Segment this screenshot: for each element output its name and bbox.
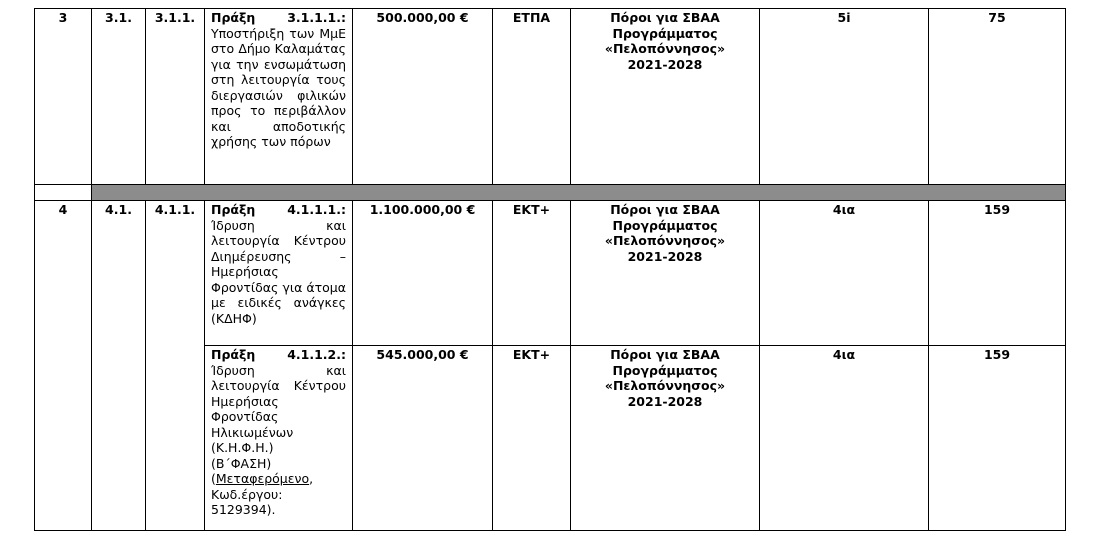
budget-cell: 545.000,00 € bbox=[353, 346, 493, 531]
source-line: Προγράμματος bbox=[612, 217, 718, 233]
action-text: , bbox=[309, 471, 314, 486]
fund-cell: ΕΚΤ+ bbox=[493, 346, 571, 531]
source-line: 2021-2028 bbox=[627, 56, 703, 72]
action-title: Πράξη 3.1.1.1.: bbox=[211, 10, 346, 25]
separator-row bbox=[35, 185, 1066, 201]
action-title: Πράξη 4.1.1.2.: bbox=[211, 347, 346, 362]
action-text: (Β΄ΦΑΣΗ) bbox=[211, 455, 272, 471]
action-text: 5129394). bbox=[211, 502, 276, 517]
source-line: Πόροι για ΣΒΑΑ bbox=[610, 347, 720, 362]
source-line: Πόροι για ΣΒΑΑ bbox=[610, 202, 720, 217]
fund-cell: ΕΚΤ+ bbox=[493, 201, 571, 346]
source-line: Πόροι για ΣΒΑΑ bbox=[610, 10, 720, 25]
code-cell: 5i bbox=[760, 9, 929, 185]
code-cell: 4ια bbox=[760, 201, 929, 346]
value-cell: 159 bbox=[929, 346, 1066, 531]
table-row bbox=[35, 9, 1066, 185]
measure-cell: 4.1.1. bbox=[146, 201, 205, 531]
row-number: 3 bbox=[35, 9, 92, 185]
value-cell: 159 bbox=[929, 201, 1066, 346]
measure-cell: 3.1.1. bbox=[146, 9, 205, 185]
action-text: Ίδρυση και λειτουργία Κέντρου Ημερήσιας Φροντίδας Ηλικιωμένων bbox=[211, 362, 346, 440]
action-text: (Κ.Η.Φ.Η.) bbox=[211, 440, 274, 455]
source-line: 2021-2028 bbox=[627, 248, 703, 264]
action-text: Ίδρυση και λειτουργία Κέντρου Διημέρευσης – Ημερήσιας Φροντίδας για άτομα με ειδικές ανάγκες (ΚΔΗΦ) bbox=[211, 217, 346, 326]
row-number: 4 bbox=[35, 201, 92, 531]
funding-source-cell bbox=[571, 346, 760, 531]
source-line: «Πελοπόννησος» bbox=[604, 41, 726, 56]
budget-cell: 1.100.000,00 € bbox=[353, 201, 493, 346]
source-line: «Πελοπόννησος» bbox=[604, 378, 726, 393]
action-text: Κωδ.έργου: bbox=[211, 486, 283, 502]
action-text: ( bbox=[211, 471, 216, 486]
table-row bbox=[35, 201, 1066, 346]
transferred-link[interactable]: Μεταφερόμενο bbox=[215, 471, 310, 486]
action-text: Υποστήριξη των ΜμΕ στο Δήμο Καλαμάτας για την ενσωμάτωση στη λειτουργία τους διεργασιών φιλικών προς το περιβάλλον και αποδοτικής χρήσης των πόρων bbox=[211, 25, 346, 149]
action-description bbox=[205, 346, 353, 531]
funding-source-cell bbox=[571, 201, 760, 346]
value-cell: 75 bbox=[929, 9, 1066, 185]
source-line: 2021-2028 bbox=[627, 393, 703, 409]
separator-blank bbox=[35, 185, 92, 201]
source-line: Προγράμματος bbox=[612, 362, 718, 378]
axis-cell: 4.1. bbox=[92, 201, 146, 531]
code-cell: 4ια bbox=[760, 346, 929, 531]
action-title: Πράξη 4.1.1.1.: bbox=[211, 202, 346, 217]
source-line: «Πελοπόννησος» bbox=[604, 233, 726, 248]
separator-bar bbox=[92, 185, 1066, 201]
source-line: Προγράμματος bbox=[612, 25, 718, 41]
axis-cell: 3.1. bbox=[92, 9, 146, 185]
budget-cell: 500.000,00 € bbox=[353, 9, 493, 185]
action-description bbox=[205, 9, 353, 185]
fund-cell: ΕΤΠΑ bbox=[493, 9, 571, 185]
action-description bbox=[205, 201, 353, 346]
funding-source-cell bbox=[571, 9, 760, 185]
actions-table bbox=[34, 8, 1066, 531]
